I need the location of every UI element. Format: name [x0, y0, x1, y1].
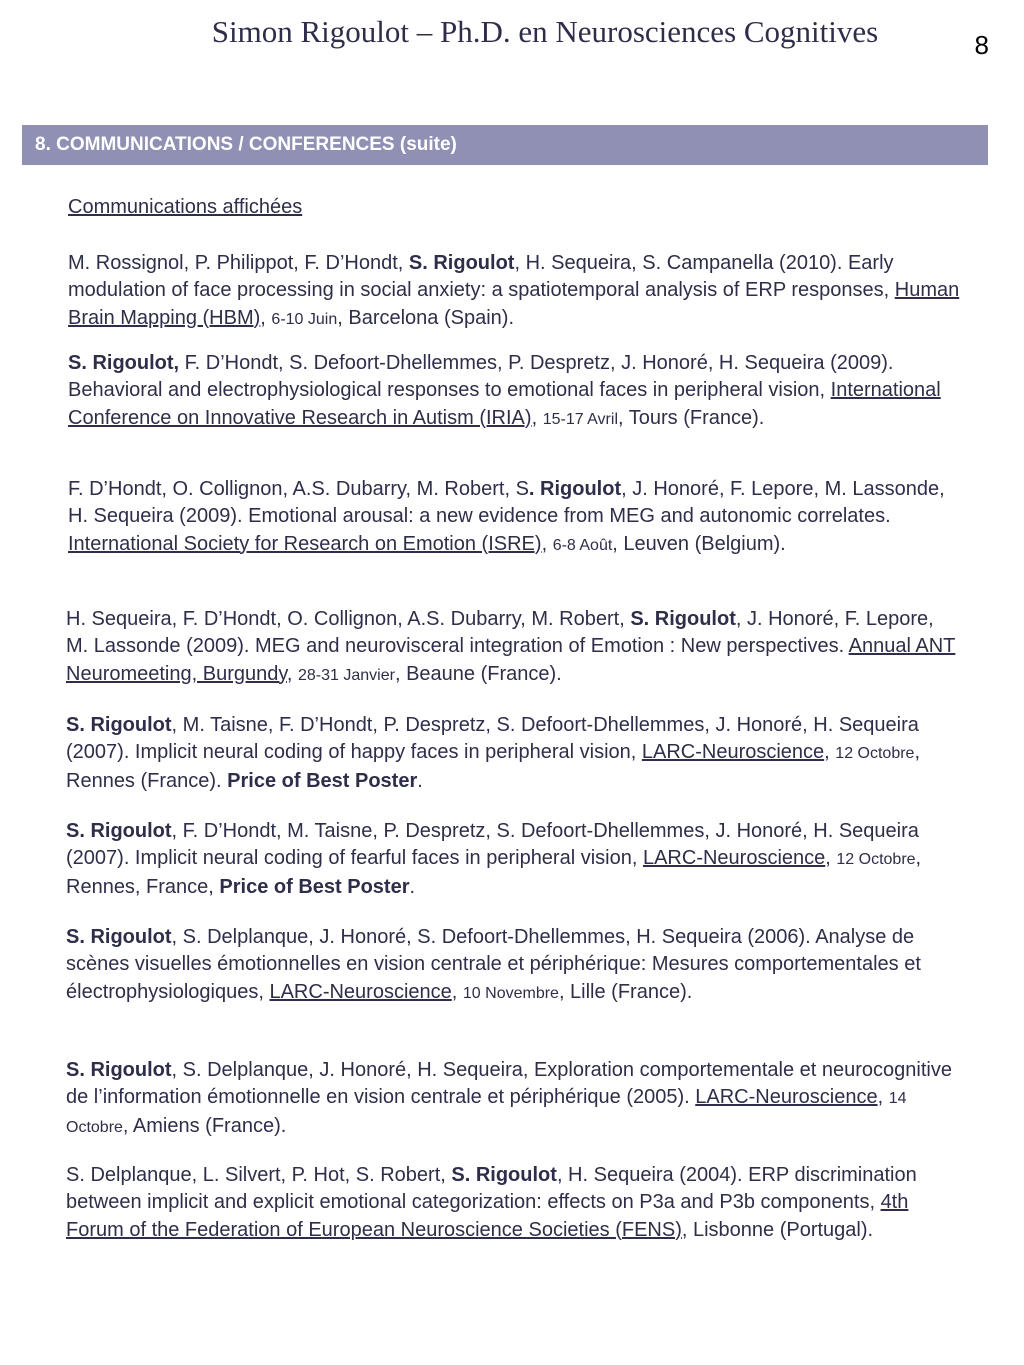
entry-highlight-author: S. Rigoulot, [68, 352, 180, 374]
entry-highlight-author: S. Rigoulot [451, 1164, 557, 1186]
publication-entry [66, 1162, 966, 1245]
entry-separator: , [286, 662, 298, 685]
entry-date: 15-17 Avril [542, 410, 618, 428]
entry-location: , Beaune (France). [394, 662, 562, 685]
entry-location: , Amiens (France). [122, 1114, 287, 1137]
entry-authors-after: , H. Sequeira, S. Campanella (2010). Early modulation of face processing in social anxiety: a spatiotemporal analysis of ERP responses, [68, 252, 895, 302]
entry-date: 10 Novembre [462, 984, 559, 1002]
entry-location: , Lisbonne (Portugal). [681, 1218, 874, 1241]
entry-location: , Lille (France). [558, 980, 693, 1003]
entry-venue-link[interactable]: Annual ANT Neuromeeting, Burgundy [66, 635, 956, 685]
entry-date: 12 Octobre [835, 745, 915, 763]
entry-highlight-author: S. Rigoulot [66, 820, 172, 842]
entry-authors-after: , F. D’Hondt, M. Taisne, P. Despretz, S. Defoort-Dhellemmes, J. Honoré, H. Sequeira (2007). Implicit neural coding of fearful faces in peripheral vision, [66, 820, 919, 870]
entry-authors-before: F. D’Hondt, O. Collignon, A.S. Dubarry, M. Robert, S [68, 478, 529, 500]
entry-venue-link[interactable]: LARC-Neuroscience [269, 980, 452, 1003]
publication-entry [68, 250, 968, 333]
entry-authors-before: H. Sequeira, F. D’Hondt, O. Collignon, A.S. Dubarry, M. Robert, [66, 608, 631, 630]
page-number: 8 [974, 30, 989, 60]
entry-authors-after: F. D’Hondt, S. Defoort-Dhellemmes, P. Despretz, J. Honoré, H. Sequeira (2009). Behavioral and electrophysiological responses to emotional faces in peripheral vision, [68, 352, 894, 402]
entry-award: Price of Best Poster [227, 769, 418, 792]
section-header-bar: 8. COMMUNICATIONS / CONFERENCES (suite) [22, 125, 988, 165]
publication-entry [66, 712, 966, 795]
entry-venue-link[interactable]: 4th Forum of the Federation of European Neuroscience Societies (FENS) [66, 1191, 909, 1241]
entry-location: , Tours (France). [618, 406, 765, 429]
entry-highlight-author: S. Rigoulot [66, 1059, 172, 1081]
publication-entry [66, 1057, 956, 1141]
entry-venue-link[interactable]: International Society for Research on Emotion (ISRE) [68, 532, 542, 555]
entry-separator: , [824, 741, 836, 764]
entry-venue-link[interactable]: LARC-Neuroscience [695, 1086, 878, 1109]
entry-authors-before: S. Delplanque, L. Silvert, P. Hot, S. Robert, [66, 1164, 452, 1186]
entry-location: , Leuven (Belgium). [612, 532, 786, 555]
entry-separator: , [825, 847, 837, 870]
publication-entry [66, 924, 966, 1007]
publication-entry [66, 818, 966, 901]
entry-location: , Barcelona (Spain). [337, 306, 515, 329]
entry-authors-after: , M. Taisne, F. D’Hondt, P. Despretz, S. Defoort-Dhellemmes, J. Honoré, H. Sequeira (2007). Implicit neural coding of happy faces in peripheral vision, [66, 714, 919, 764]
entry-highlight-author: S. Rigoulot [66, 926, 172, 948]
entry-separator: , [531, 406, 543, 429]
entry-authors-after: , J. Honoré, F. Lepore, M. Lassonde (2009). MEG and neurovisceral integration of Emotion : New perspectives. [66, 608, 934, 658]
publication-entry [66, 606, 956, 689]
entry-location: , Rennes (France). [66, 741, 921, 792]
publication-entry [68, 476, 968, 559]
subsection-title: Communications affichées [68, 196, 303, 218]
entry-award: Price of Best Poster [219, 875, 410, 898]
entry-venue-link[interactable]: International Conference on Innovative Research in Autism (IRIA) [68, 379, 941, 429]
entry-highlight-author: . Rigoulot [528, 478, 622, 500]
entry-separator: , [541, 532, 553, 555]
document-title: Simon Rigoulot – Ph.D. en Neurosciences Cognitives [211, 14, 879, 49]
entry-authors-after: , S. Delplanque, J. Honoré, H. Sequeira, Exploration comportementale et neurocognitive de l’information émotionnelle en vision centrale et périphérique (2005). [66, 1059, 952, 1109]
publication-entry [68, 350, 958, 433]
entry-venue-link[interactable]: Human Brain Mapping (HBM) [68, 279, 960, 329]
entry-venue-link[interactable]: LARC-Neuroscience [642, 847, 826, 870]
entry-authors-after: , H. Sequeira (2004). ERP discrimination between implicit and explicit emotional categorization: effects on P3a and P3b components, [66, 1164, 917, 1214]
entry-highlight-author: S. Rigoulot [630, 608, 736, 630]
entry-authors-after: , J. Honoré, F. Lepore, M. Lassonde, H. Sequeira (2009). Emotional arousal: a new evidence from MEG and autonomic correlates. [68, 478, 945, 528]
entry-venue-link[interactable]: LARC-Neuroscience [641, 741, 825, 764]
entry-authors-after: , S. Delplanque, J. Honoré, S. Defoort-Dhellemmes, H. Sequeira (2006). Analyse de scènes visuelles émotionnelles en vision centrale et périphérique: Mesures comportementales et électrophysiologiques, [66, 926, 921, 1003]
entry-date: 14 Octobre [66, 1090, 907, 1136]
entry-highlight-author: S. Rigoulot [66, 714, 172, 736]
entry-end: . [409, 875, 416, 898]
entry-separator: , [260, 306, 272, 329]
entry-location: , Rennes, France, [66, 847, 922, 898]
entry-separator: , [451, 980, 463, 1003]
entry-date: 6-8 Août [552, 536, 613, 554]
entry-authors-before: M. Rossignol, P. Philippot, F. D’Hondt, [68, 252, 409, 274]
entry-end: . [417, 769, 423, 792]
entry-date: 12 Octobre [836, 851, 916, 869]
entry-highlight-author: S. Rigoulot [408, 252, 515, 274]
entry-separator: , [877, 1086, 889, 1109]
entry-date: 6-10 Juin [271, 310, 338, 328]
entry-date: 28-31 Janvier [298, 666, 395, 684]
